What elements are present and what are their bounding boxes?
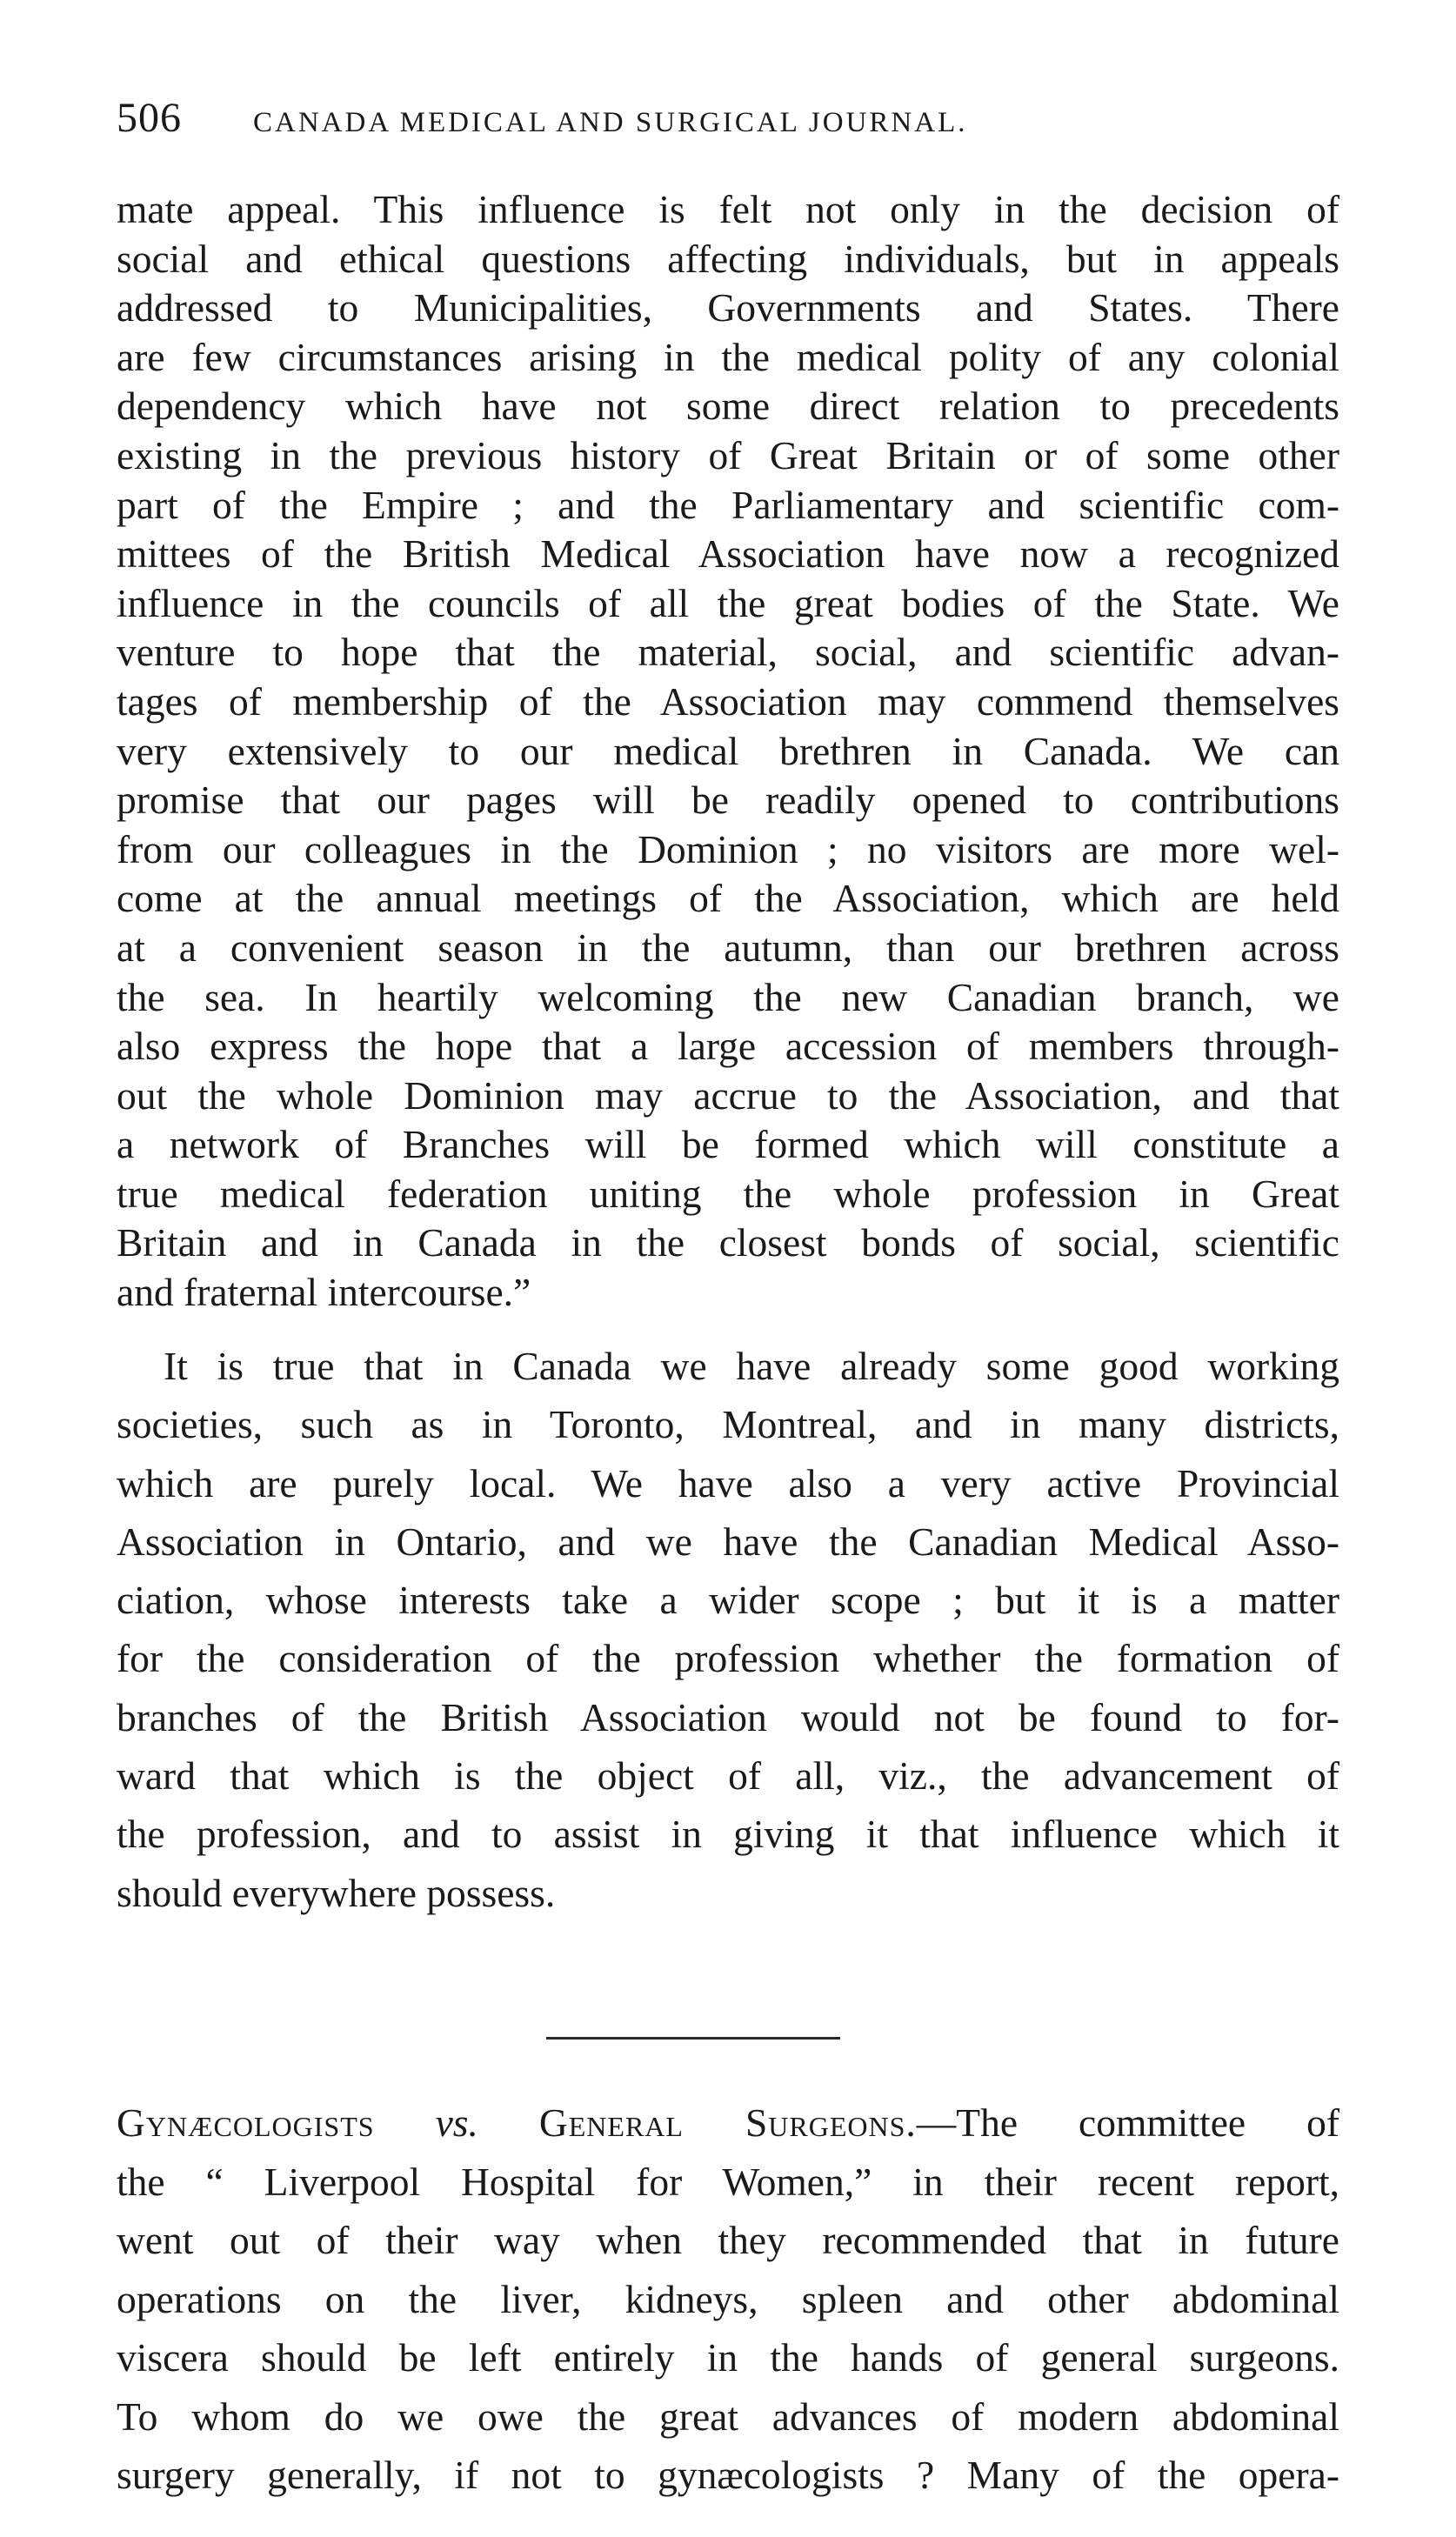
- text-line: mittees of the British Medical Association have now a recognized: [117, 531, 1339, 577]
- text-line: viscera should be left entirely in the hands of general surgeons.: [117, 2335, 1339, 2380]
- page-number: 506: [117, 95, 182, 141]
- text-line: out the whole Dominion may accrue to the Association, and that: [117, 1072, 1339, 1118]
- heading-versus: vs.: [435, 2100, 478, 2145]
- text-line: tages of membership of the Association may commend themselves: [117, 678, 1339, 724]
- text-line: the “ Liverpool Hospital for Women,” in their recent report,: [117, 2159, 1339, 2204]
- text-line: influence in the councils of all the great bodies of the State. We: [117, 580, 1339, 625]
- text-line: come at the annual meetings of the Association, which are held: [117, 876, 1339, 921]
- text-line: dependency which have not some direct relation to precedents: [117, 384, 1339, 429]
- text-line: true medical federation uniting the whole profession in Great: [117, 1171, 1339, 1216]
- running-head: [117, 94, 1334, 146]
- text-line: part of the Empire ; and the Parliamentary and scientific com-: [117, 482, 1339, 527]
- text-line: which are purely local. We have also a very active Provincial: [117, 1460, 1339, 1506]
- heading-line-rest: —The committee of: [916, 2100, 1340, 2145]
- text-line: It is true that in Canada we have already some good working: [164, 1344, 1339, 1388]
- text-line: addressed to Municipalities, Governments and States. There: [117, 285, 1339, 330]
- text-line: social and ethical questions affecting individuals, but in appeals: [117, 236, 1339, 281]
- article-heading-line: [117, 2093, 1339, 2153]
- text-line: a network of Branches will be formed which will constitute a: [117, 1122, 1339, 1167]
- heading-general-surgeons: General Surgeons.: [538, 2100, 917, 2145]
- text-line: operations on the liver, kidneys, spleen and other abdominal: [117, 2276, 1339, 2321]
- text-line: existing in the previous history of Great Britain or of some other: [117, 432, 1339, 477]
- text-line: should everywhere possess.: [117, 1870, 556, 1915]
- text-line: societies, such as in Toronto, Montreal, and in many districts,: [117, 1402, 1339, 1447]
- heading-gynaecologists: Gynæcologists: [117, 2100, 375, 2145]
- text-line: very extensively to our medical brethren in Canada. We can: [117, 728, 1339, 773]
- text-line: Britain and in Canada in the closest bonds of social, scientific: [117, 1220, 1339, 1265]
- section-divider: [546, 2037, 840, 2040]
- text-line: surgery generally, if not to gynæcologists ? Many of the opera-: [117, 2453, 1339, 2497]
- text-line: are few circumstances arising in the medical polity of any colonial: [117, 334, 1339, 379]
- text-line: for the consideration of the profession whether the formation of: [117, 1636, 1339, 1681]
- text-line: ciation, whose interests take a wider scope ; but it is a matter: [117, 1578, 1339, 1623]
- text-line: the profession, and to assist in giving it that influence which it: [117, 1812, 1339, 1857]
- text-line: and fraternal intercourse.”: [117, 1270, 531, 1315]
- text-line: Association in Ontario, and we have the Canadian Medical Asso-: [117, 1519, 1339, 1564]
- text-line: ward that which is the object of all, viz., the advancement of: [117, 1753, 1339, 1799]
- text-line: also express the hope that a large accession of members through-: [117, 1024, 1339, 1069]
- text-line: the sea. In heartily welcoming the new Canadian branch, we: [117, 974, 1339, 1019]
- text-line: at a convenient season in the autumn, than our brethren across: [117, 925, 1339, 970]
- commentary-paragraph: [117, 1337, 1339, 1922]
- text-line: branches of the British Association would not be found to for-: [117, 1694, 1339, 1739]
- text-line: promise that our pages will be readily opened to contributions: [117, 778, 1339, 823]
- text-line: To whom do we owe the great advances of modern abdominal: [117, 2393, 1339, 2439]
- gynaecology-article: [117, 2093, 1339, 2505]
- text-line: venture to hope that the material, social, and scientific advan-: [117, 630, 1339, 675]
- text-line: from our colleagues in the Dominion ; no visitors are more wel-: [117, 826, 1339, 871]
- text-line: mate appeal. This influence is felt not only in the decision of: [117, 187, 1339, 231]
- text-line: went out of their way when they recommended that in future: [117, 2218, 1339, 2262]
- journal-title: CANADA MEDICAL AND SURGICAL JOURNAL.: [253, 107, 968, 138]
- quoted-address-continuation: [117, 185, 1339, 1318]
